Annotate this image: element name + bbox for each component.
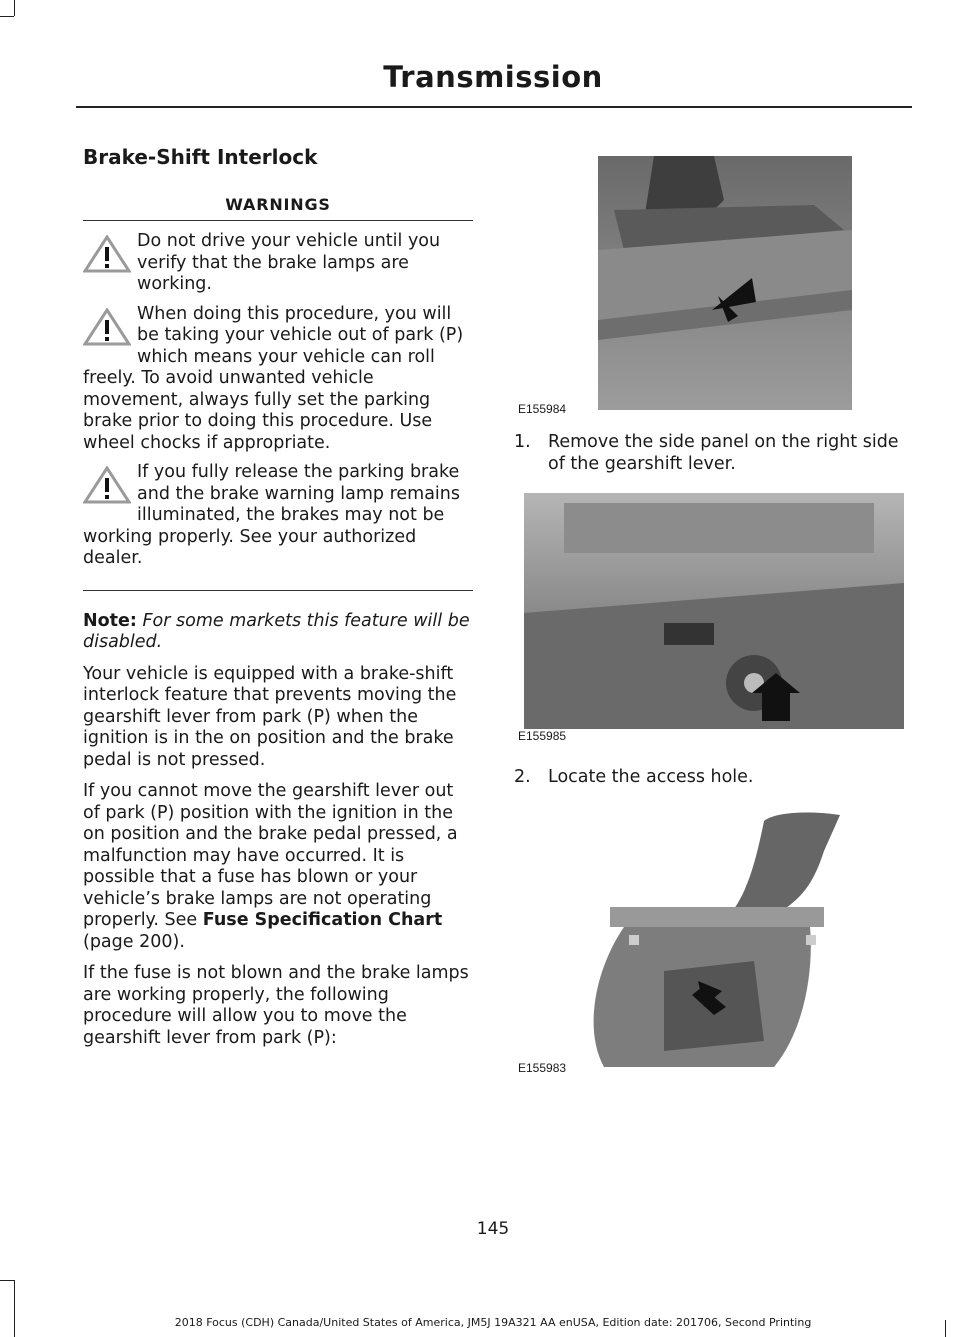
left-column	[83, 145, 473, 1059]
crop-mark	[0, 16, 14, 17]
paragraph: If the fuse is not blown and the brake lamps are working properly, the following procedure will allow you to move the gearshift lever from park (P):	[83, 963, 469, 1048]
step-text: Locate the access hole.	[548, 767, 754, 787]
figure-side-panel	[514, 150, 914, 416]
crop-mark	[14, 0, 15, 16]
section-title: Brake-Shift Interlock	[83, 145, 318, 169]
gearshift-lever-illustration	[514, 811, 914, 1071]
step-text: Remove the side panel on the right side of the gearshift lever.	[548, 432, 899, 474]
note-text: For some markets this feature will be disabled.	[83, 610, 470, 652]
page-header-title: Transmission	[383, 60, 603, 94]
warning-text: If you fully release the parking brake and the brake warning lamp remains illuminated, the brakes may not be working properly. See your authorized dealer.	[83, 462, 460, 568]
warning-item	[83, 462, 473, 570]
warning-triangle-icon	[83, 308, 131, 346]
step-number: 1.	[514, 432, 531, 452]
page-reference: (page 200).	[83, 931, 185, 952]
warning-text: When doing this procedure, you will be taking your vehicle out of park (P) which means your vehicle can roll freely. To avoid unwanted vehicle movement, always fully set the parking brake prior to doing this procedure. Use wheel chocks if appropriate.	[83, 303, 464, 453]
warning-item	[83, 304, 473, 455]
warnings-box	[83, 231, 473, 591]
right-column	[514, 150, 914, 1075]
side-panel-illustration	[514, 150, 914, 412]
crop-mark	[0, 1280, 14, 1281]
figure-code: E155984	[518, 402, 567, 416]
warnings-heading: WARNINGS	[83, 195, 473, 221]
page-footer: 2018 Focus (CDH) Canada/United States of America, JM5J 19A321 AA enUSA, Edition date: 201706, Second Printing	[174, 1316, 812, 1329]
note-label: Note:	[83, 610, 137, 631]
step-item	[514, 767, 914, 789]
paragraph	[83, 781, 473, 953]
figure-code: E155985	[518, 729, 567, 743]
step-item	[514, 432, 914, 475]
note-paragraph	[83, 611, 473, 654]
page-number: 145	[476, 1219, 510, 1239]
cross-reference-link[interactable]: Fuse Specification Chart	[202, 910, 443, 930]
warning-text: Do not drive your vehicle until you verify that the brake lamps are working.	[137, 231, 441, 294]
paragraph: Your vehicle is equipped with a brake-shift interlock feature that prevents moving the gearshift lever from park (P) when the ignition is in the on position and the brake pedal is not pressed.	[83, 663, 457, 770]
warning-item	[83, 231, 473, 296]
access-hole-illustration	[514, 493, 914, 745]
figure-code: E155983	[518, 1060, 567, 1075]
header-rule	[76, 106, 912, 108]
figure-access-hole	[514, 493, 914, 745]
step-number: 2.	[514, 767, 531, 787]
warning-triangle-icon	[83, 466, 131, 504]
figure-gearshift-lever	[514, 811, 914, 1075]
warning-triangle-icon	[83, 235, 131, 273]
paragraph-text: If you cannot move the gearshift lever out of park (P) position with the ignition in the on position and the brake pedal pressed, a malfunction may have occurred. It is possible that a fuse has blown or your vehicle’s brake lamps are not operating properly. See	[83, 781, 458, 930]
